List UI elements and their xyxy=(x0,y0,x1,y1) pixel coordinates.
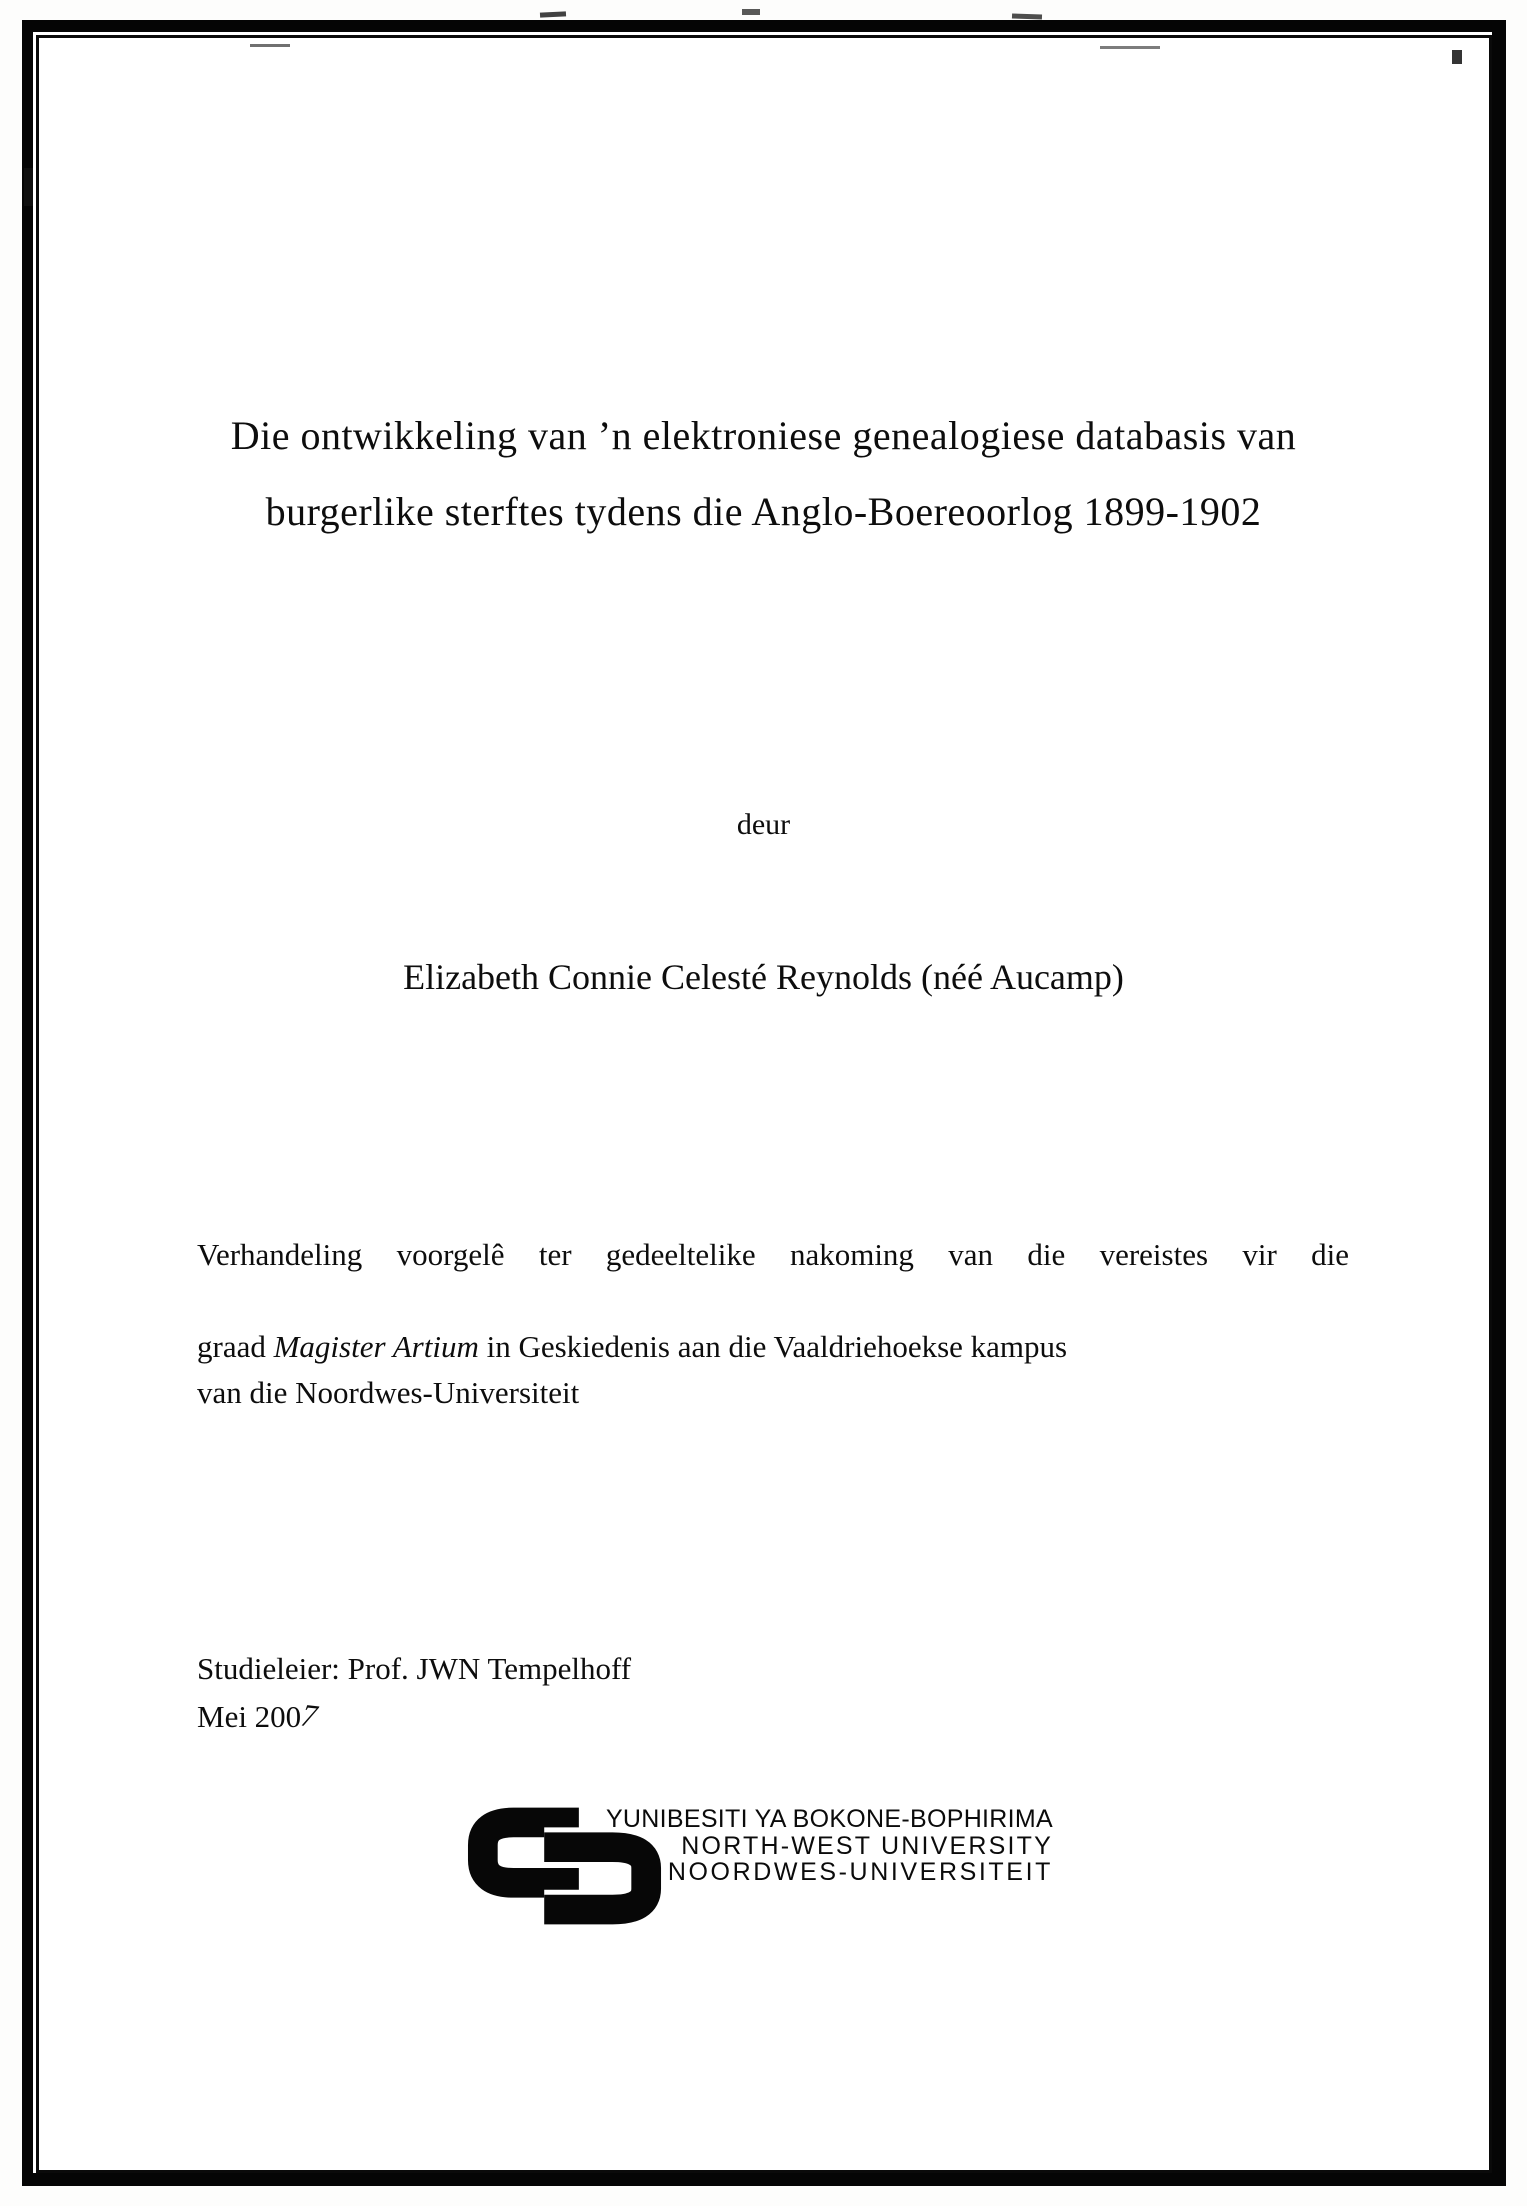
date-last-digit: 7 xyxy=(295,1697,324,1734)
logo-text-english: NORTH-WEST UNIVERSITY xyxy=(681,1831,1053,1860)
university-logo xyxy=(466,1802,1106,1932)
supervisor-line: Studieleier: Prof. JWN Tempelhoff xyxy=(197,1651,632,1686)
statement-line2 xyxy=(197,1324,1349,1370)
scan-noise xyxy=(1012,13,1042,19)
scan-noise xyxy=(742,9,760,15)
university-logo-text xyxy=(587,1806,1053,1886)
logo-text-setswana: YUNIBESITI YA BOKONE-BOPHIRIMA xyxy=(605,1805,1053,1833)
author-name: Elizabeth Connie Celesté Reynolds (néé Aucamp) xyxy=(403,957,1124,997)
supervisor-block xyxy=(197,1645,631,1741)
thesis-title-line2: burgerlike sterftes tydens die Anglo-Boereoorlog 1899-1902 xyxy=(265,489,1262,534)
thesis-title xyxy=(120,398,1407,550)
scan-noise xyxy=(540,11,566,17)
date-prefix: Mei 200 xyxy=(197,1699,302,1734)
scan-noise xyxy=(1452,50,1462,64)
statement-line3: van die Noordwes-Universiteit xyxy=(197,1375,580,1410)
thesis-title-line1: Die ontwikkeling van ’n elektroniese genealogiese databasis van xyxy=(230,413,1297,458)
scan-noise xyxy=(250,44,290,47)
scan-noise xyxy=(1100,46,1160,49)
byline-label: deur xyxy=(736,808,791,841)
degree-name: Magister Artium xyxy=(273,1329,479,1364)
date-line xyxy=(197,1693,631,1741)
statement-line1: Verhandeling voorgelê ter gedeeltelike nakoming van die vereistes vir die xyxy=(197,1237,1349,1272)
scan-noise xyxy=(24,168,33,206)
statement-line2-prefix: graad xyxy=(197,1329,274,1364)
statement-line2-suffix: in Geskiedenis aan die Vaaldriehoekse kampus xyxy=(478,1329,1068,1364)
submission-statement xyxy=(197,1232,1349,1416)
logo-text-afrikaans: NOORDWES-UNIVERSITEIT xyxy=(667,1858,1053,1886)
